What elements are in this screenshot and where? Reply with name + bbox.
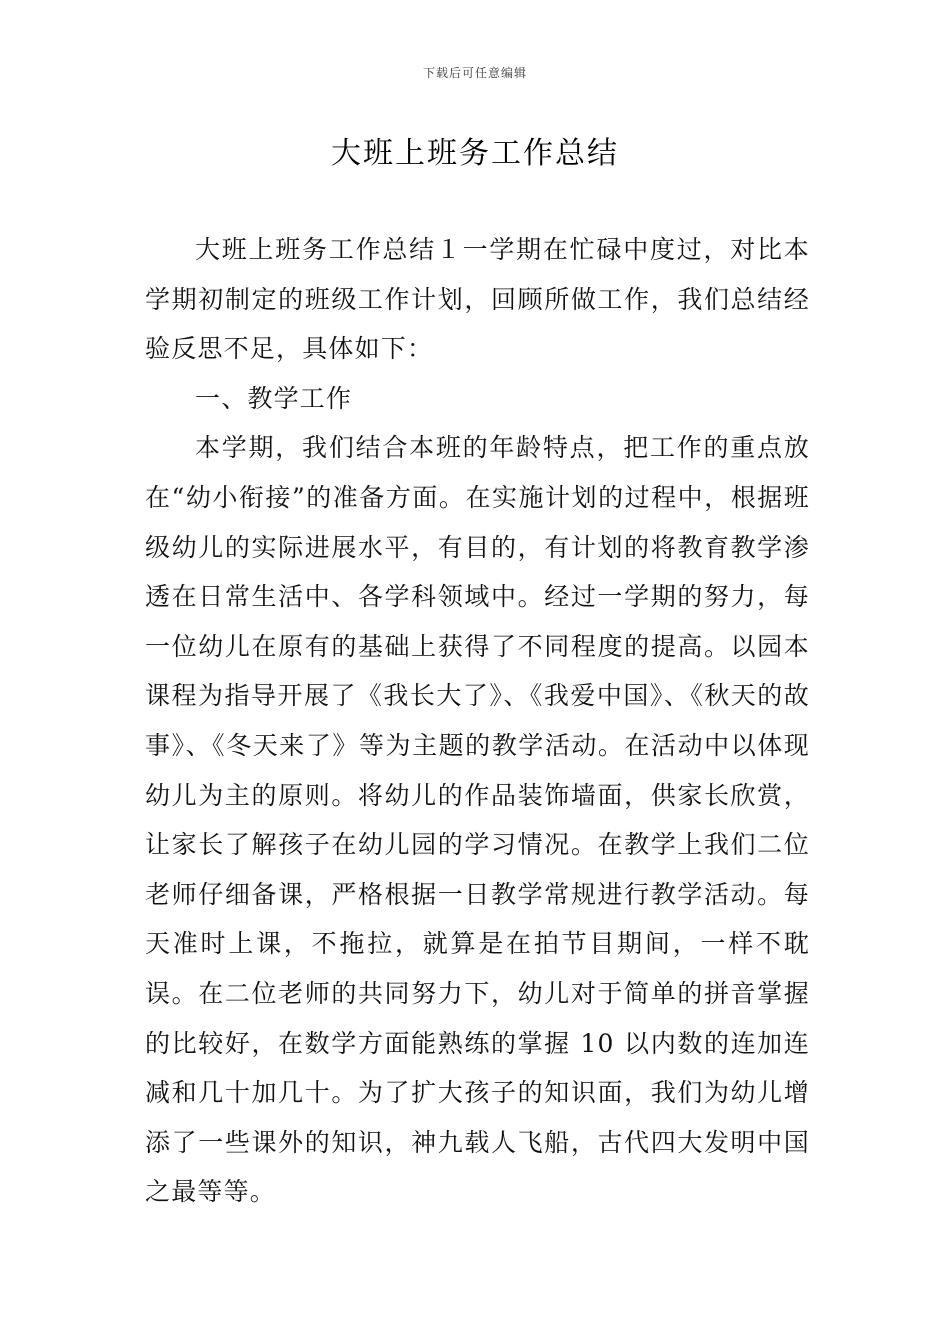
page-header-note: 下载后可任意编辑 (422, 66, 527, 80)
document-body (145, 225, 810, 1217)
section-heading-teaching: 一、教学工作 (195, 383, 353, 413)
intro-paragraph: 大班上班务工作总结１一学期在忙碌中度过，对比本学期初制定的班级工作计划，回顾所做工作，我们总结经验反思不足，具体如下： (145, 235, 810, 364)
teaching-paragraph: 本学期，我们结合本班的年龄特点，把工作的重点放在“幼小衔接”的准备方面。在实施计划的过程中，根据班级幼儿的实际进展水平，有目的，有计划的将教育教学渗透在日常生活中、各学科领域中。经过一学期的努力，每一位幼儿在原有的基础上获得了不同程度的提高。以园本课程为指导开展了《我长大了》、《我爱中国》、《秋天的故事》、《冬天来了》等为主题的教学活动。在活动中以体现幼儿为主的原则。将幼儿的作品装饰墙面，供家长欣赏，让家长了解孩子在幼儿园的学习情况。在教学上我们二位老师仔细备课，严格根据一日教学常规进行教学活动。每天准时上课，不拖拉，就算是在拍节目期间，一样不耽误。在二位老师的共同努力下，幼儿对于简单的拼音掌握的比较好，在数学方面能熟练的掌握 10 以内数的连加连减和几十加几十。为了扩大孩子的知识面，我们为幼儿增添了一些课外的知识，神九载人飞船，古代四大发明中国之最等等。 (145, 433, 810, 1207)
document-title: 大班上班务工作总结 (331, 136, 619, 171)
